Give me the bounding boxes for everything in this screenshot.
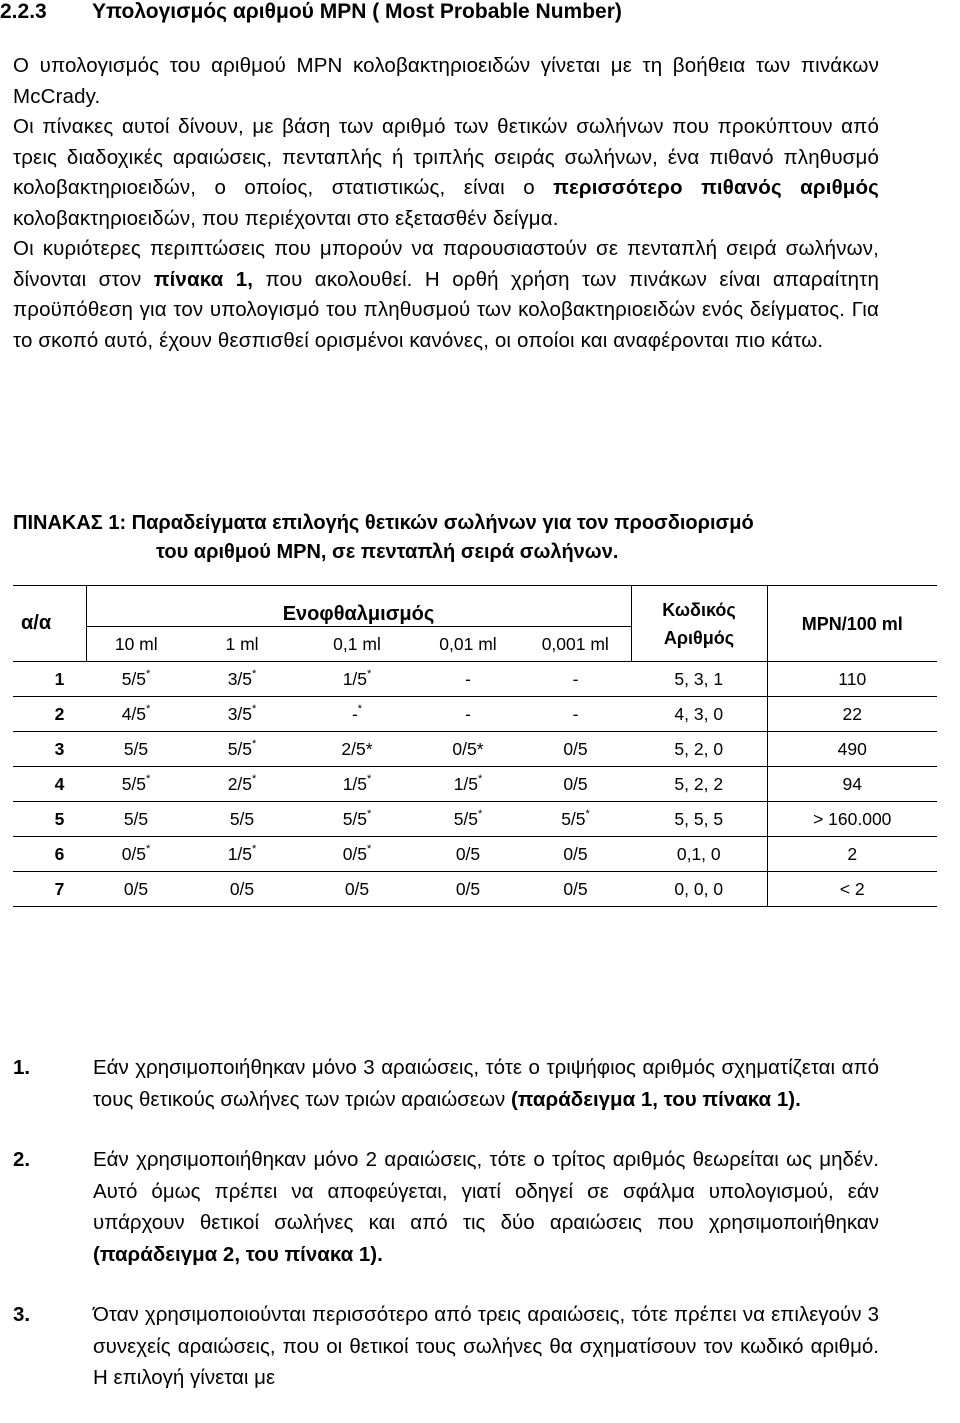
cell-value: 5/5 [227,738,253,759]
dilution-cell [298,697,416,732]
cell-marker: * [585,807,590,820]
cell-marker: * [478,772,483,785]
mpn-cell: 2 [767,837,937,872]
cell-marker: * [252,772,257,785]
dilution-cell [298,767,416,802]
mpn-cell: 110 [767,662,937,697]
header-code: Κωδικός Αριθμός [631,586,767,662]
dilution-cell [520,767,631,802]
mpn-cell: 490 [767,732,937,767]
dilution-cell [86,662,186,697]
intro-paragraph-3 [13,234,879,356]
cell-marker: * [367,772,372,785]
section-heading [0,0,622,24]
intro-p3-emphasis: πίνακα 1, [153,267,254,291]
dilution-cell [298,732,416,767]
cell-value: 0/5 [563,738,588,759]
rule-text: Εάν χρησιμοποιήθηκαν μόνο 2 αραιώσεις, τότε ο τρίτος αριθμός θεωρείται ως μηδέν. Αυτό όμως πρέπει να αποφεύγεται, γιατί οδηγεί σε σφάλμα υπολογισμού, εάν υπάρχουν θετικοί σωλήνες και από τις δύο αραιώσεις που χρησιμοποιήθηκαν [93,1148,879,1234]
row-index: 5 [13,802,86,837]
dilution-cell [520,697,631,732]
cell-value: 5/5 [342,808,368,829]
cell-value: 0/5 [342,843,368,864]
dilution-cell [186,837,298,872]
row-index: 4 [13,767,86,802]
cell-marker: * [357,702,363,715]
dilution-cell [86,872,186,907]
header-dilution: 0,001 ml [520,627,631,662]
cell-value: 2/5 [227,773,253,794]
cell-marker: * [146,667,151,680]
cell-value: 0/5 [455,843,481,864]
intro-p2-text-end: κολοβακτηριοειδών, που περιέχονται στο εξετασθέν δείγμα. [13,206,559,230]
table-row [13,802,937,837]
table-caption [13,509,754,567]
cell-value: 5/5 [123,808,149,829]
cell-marker: * [252,842,257,855]
header-dilution: 10 ml [86,627,186,662]
cell-value: 0/5 [455,878,481,899]
cell-marker: * [252,702,257,715]
dilution-cell [298,802,416,837]
cell-marker: * [252,667,257,680]
row-index: 7 [13,872,86,907]
header-mpn: MPN/100 ml [767,586,937,662]
code-cell: 4, 3, 0 [631,697,767,732]
section-number: 2.2.3 [0,0,47,23]
cell-value: - [572,668,579,689]
table-caption-line-1: ΠΙΝΑΚΑΣ 1: Παραδείγματα επιλογής θετικών σωλήνων για τον προσδιορισμό [13,512,754,534]
cell-value: 0/5 [123,878,149,899]
intro-p2-text: Οι πίνακες αυτοί δίνουν, με βάση των αριθμό των θετικών σωλήνων που προκύπτουν από τρεις διαδοχικές αραιώσεις, πενταπλής ή τριπλής σειράς σωλήνων, ένα πιθανό πληθυσμό κολοβακτηριοειδών, ο οποίος, στατιστικώς, είναι ο [13,115,879,199]
cell-value: 0/5 [121,843,147,864]
table-row [13,872,937,907]
cell-value: 0/5 [563,878,588,899]
rule-reference: (παράδειγμα 2, του πίνακα 1). [93,1242,383,1266]
cell-value: 0/5 [229,878,255,899]
cell-value: 5/5 [121,773,147,794]
rule-text: Εάν χρησιμοποιήθηκαν μόνο 3 αραιώσεις, τότε ο τριψήφιος αριθμός σχηματίζεται από τους θετικούς σωλήνες των τριών αραιώσεων [93,1056,879,1111]
dilution-cell [86,837,186,872]
cell-value: 5/5 [123,738,149,759]
cell-marker: * [367,667,372,680]
dilution-cell [186,697,298,732]
intro-paragraph-1: Ο υπολογισμός του αριθμού MPN κολοβακτηριοειδών γίνεται με τη βοήθεια των πινάκων McCrady. [13,54,879,108]
cell-value: 0/5* [452,738,484,759]
code-cell: 5, 2, 2 [631,767,767,802]
dilution-cell [416,662,520,697]
dilution-cell [520,802,631,837]
dilution-cell [520,837,631,872]
cell-value: 1/5 [453,773,479,794]
cell-marker: * [146,702,151,715]
cell-value: 5/5 [229,808,255,829]
dilution-cell [416,802,520,837]
cell-value: 1/5 [342,668,368,689]
dilution-cell [520,872,631,907]
cell-value: 3/5 [227,703,253,724]
cell-value: 1/5 [342,773,368,794]
mpn-table [13,585,937,907]
rule-item [13,1144,879,1270]
code-cell: 0, 0, 0 [631,872,767,907]
dilution-cell [186,872,298,907]
intro-text [13,51,879,356]
row-index: 3 [13,732,86,767]
code-cell: 0,1, 0 [631,837,767,872]
dilution-cell [186,662,298,697]
row-index: 1 [13,662,86,697]
dilution-cell [86,732,186,767]
table-row [13,662,937,697]
dilution-cell [416,732,520,767]
cell-value: 1/5 [227,843,253,864]
cell-marker: * [146,772,151,785]
dilution-cell [86,697,186,732]
dilution-cell [298,872,416,907]
header-index: α/α [13,586,86,662]
row-index: 2 [13,697,86,732]
intro-p3-text-end: που ακολουθεί. Η ορθή χρήση των πινάκων είναι απαραίτητη προϋπόθεση για τον υπολογισμό του πληθυσμού των κολοβακτηριοειδών ενός δείγματος. Για το σκοπό αυτό, έχουν θεσπισθεί ορισμένοι κανόνες, οι οποίοι και αναφέρονται πιο κάτω. [13,267,879,352]
dilution-cell [86,767,186,802]
rule-number: 3. [13,1303,31,1326]
dilution-cell [186,767,298,802]
dilution-cell [298,837,416,872]
dilution-cell [416,872,520,907]
mpn-cell: 94 [767,767,937,802]
cell-marker: * [367,842,372,855]
cell-value: 0/5 [563,843,588,864]
cell-value: - [572,703,579,724]
code-cell: 5, 2, 0 [631,732,767,767]
cell-marker: * [367,807,372,820]
cell-marker: * [146,842,151,855]
dilution-cell [416,767,520,802]
rule-reference: (παράδειγμα 1, του πίνακα 1). [510,1087,801,1111]
dilution-cell [520,732,631,767]
intro-p3-text: Οι κυριότερες περιπτώσεις που μπορούν να παρουσιαστούν σε πενταπλή σειρά σωλήνων, δίνονται στον [13,237,879,291]
mpn-cell: < 2 [767,872,937,907]
header-inoculation: Ενοφθαλμισμός [86,586,631,627]
rule-item [13,1052,879,1115]
header-dilution: 1 ml [186,627,298,662]
table-row [13,697,937,732]
code-cell: 5, 5, 5 [631,802,767,837]
rules-list [13,1052,879,1423]
dilution-cell [186,802,298,837]
cell-value: 5/5 [121,668,147,689]
table-row [13,767,937,802]
cell-value: 0/5 [563,773,588,794]
dilution-cell [416,837,520,872]
row-index: 6 [13,837,86,872]
intro-paragraph-2 [13,112,879,234]
dilution-cell [416,697,520,732]
rule-item [13,1299,879,1394]
rule-number: 2. [13,1148,31,1171]
cell-value: 5/5 [561,808,586,829]
rule-text: Όταν χρησιμοποιούνται περισσότερο από τρεις αραιώσεις, τότε πρέπει να επιλεγούν 3 συνεχείς αραιώσεις, που οι θετικοί τους σωλήνες θα σχηματίσουν τον κωδικό αριθμό. Η επιλογή γίνεται με [93,1303,879,1389]
header-dilution: 0,01 ml [416,627,520,662]
cell-marker: * [252,737,257,750]
mpn-cell: 22 [767,697,937,732]
code-cell: 5, 3, 1 [631,662,767,697]
dilution-cell [86,802,186,837]
cell-value: 0/5 [344,878,370,899]
cell-value: 2/5* [341,738,373,759]
cell-marker: * [478,807,483,820]
cell-value: 4/5 [121,703,147,724]
section-title: Υπολογισμός αριθμού MPN ( Most Probable Number) [92,0,622,23]
dilution-cell [520,662,631,697]
cell-value: - [351,703,358,724]
dilution-cell [186,732,298,767]
intro-p2-emphasis: περισσότερο πιθανός αριθμός [553,176,879,199]
header-dilution: 0,1 ml [298,627,416,662]
rule-number: 1. [13,1056,31,1079]
cell-value: - [465,703,471,724]
dilution-cell [298,662,416,697]
cell-value: - [465,668,471,689]
table-caption-line-2: του αριθμού MPN, σε πενταπλή σειρά σωλήνων. [156,541,619,563]
cell-value: 3/5 [227,668,253,689]
cell-value: 5/5 [453,808,479,829]
mpn-cell: > 160.000 [767,802,937,837]
table-row [13,732,937,767]
table-row [13,837,937,872]
